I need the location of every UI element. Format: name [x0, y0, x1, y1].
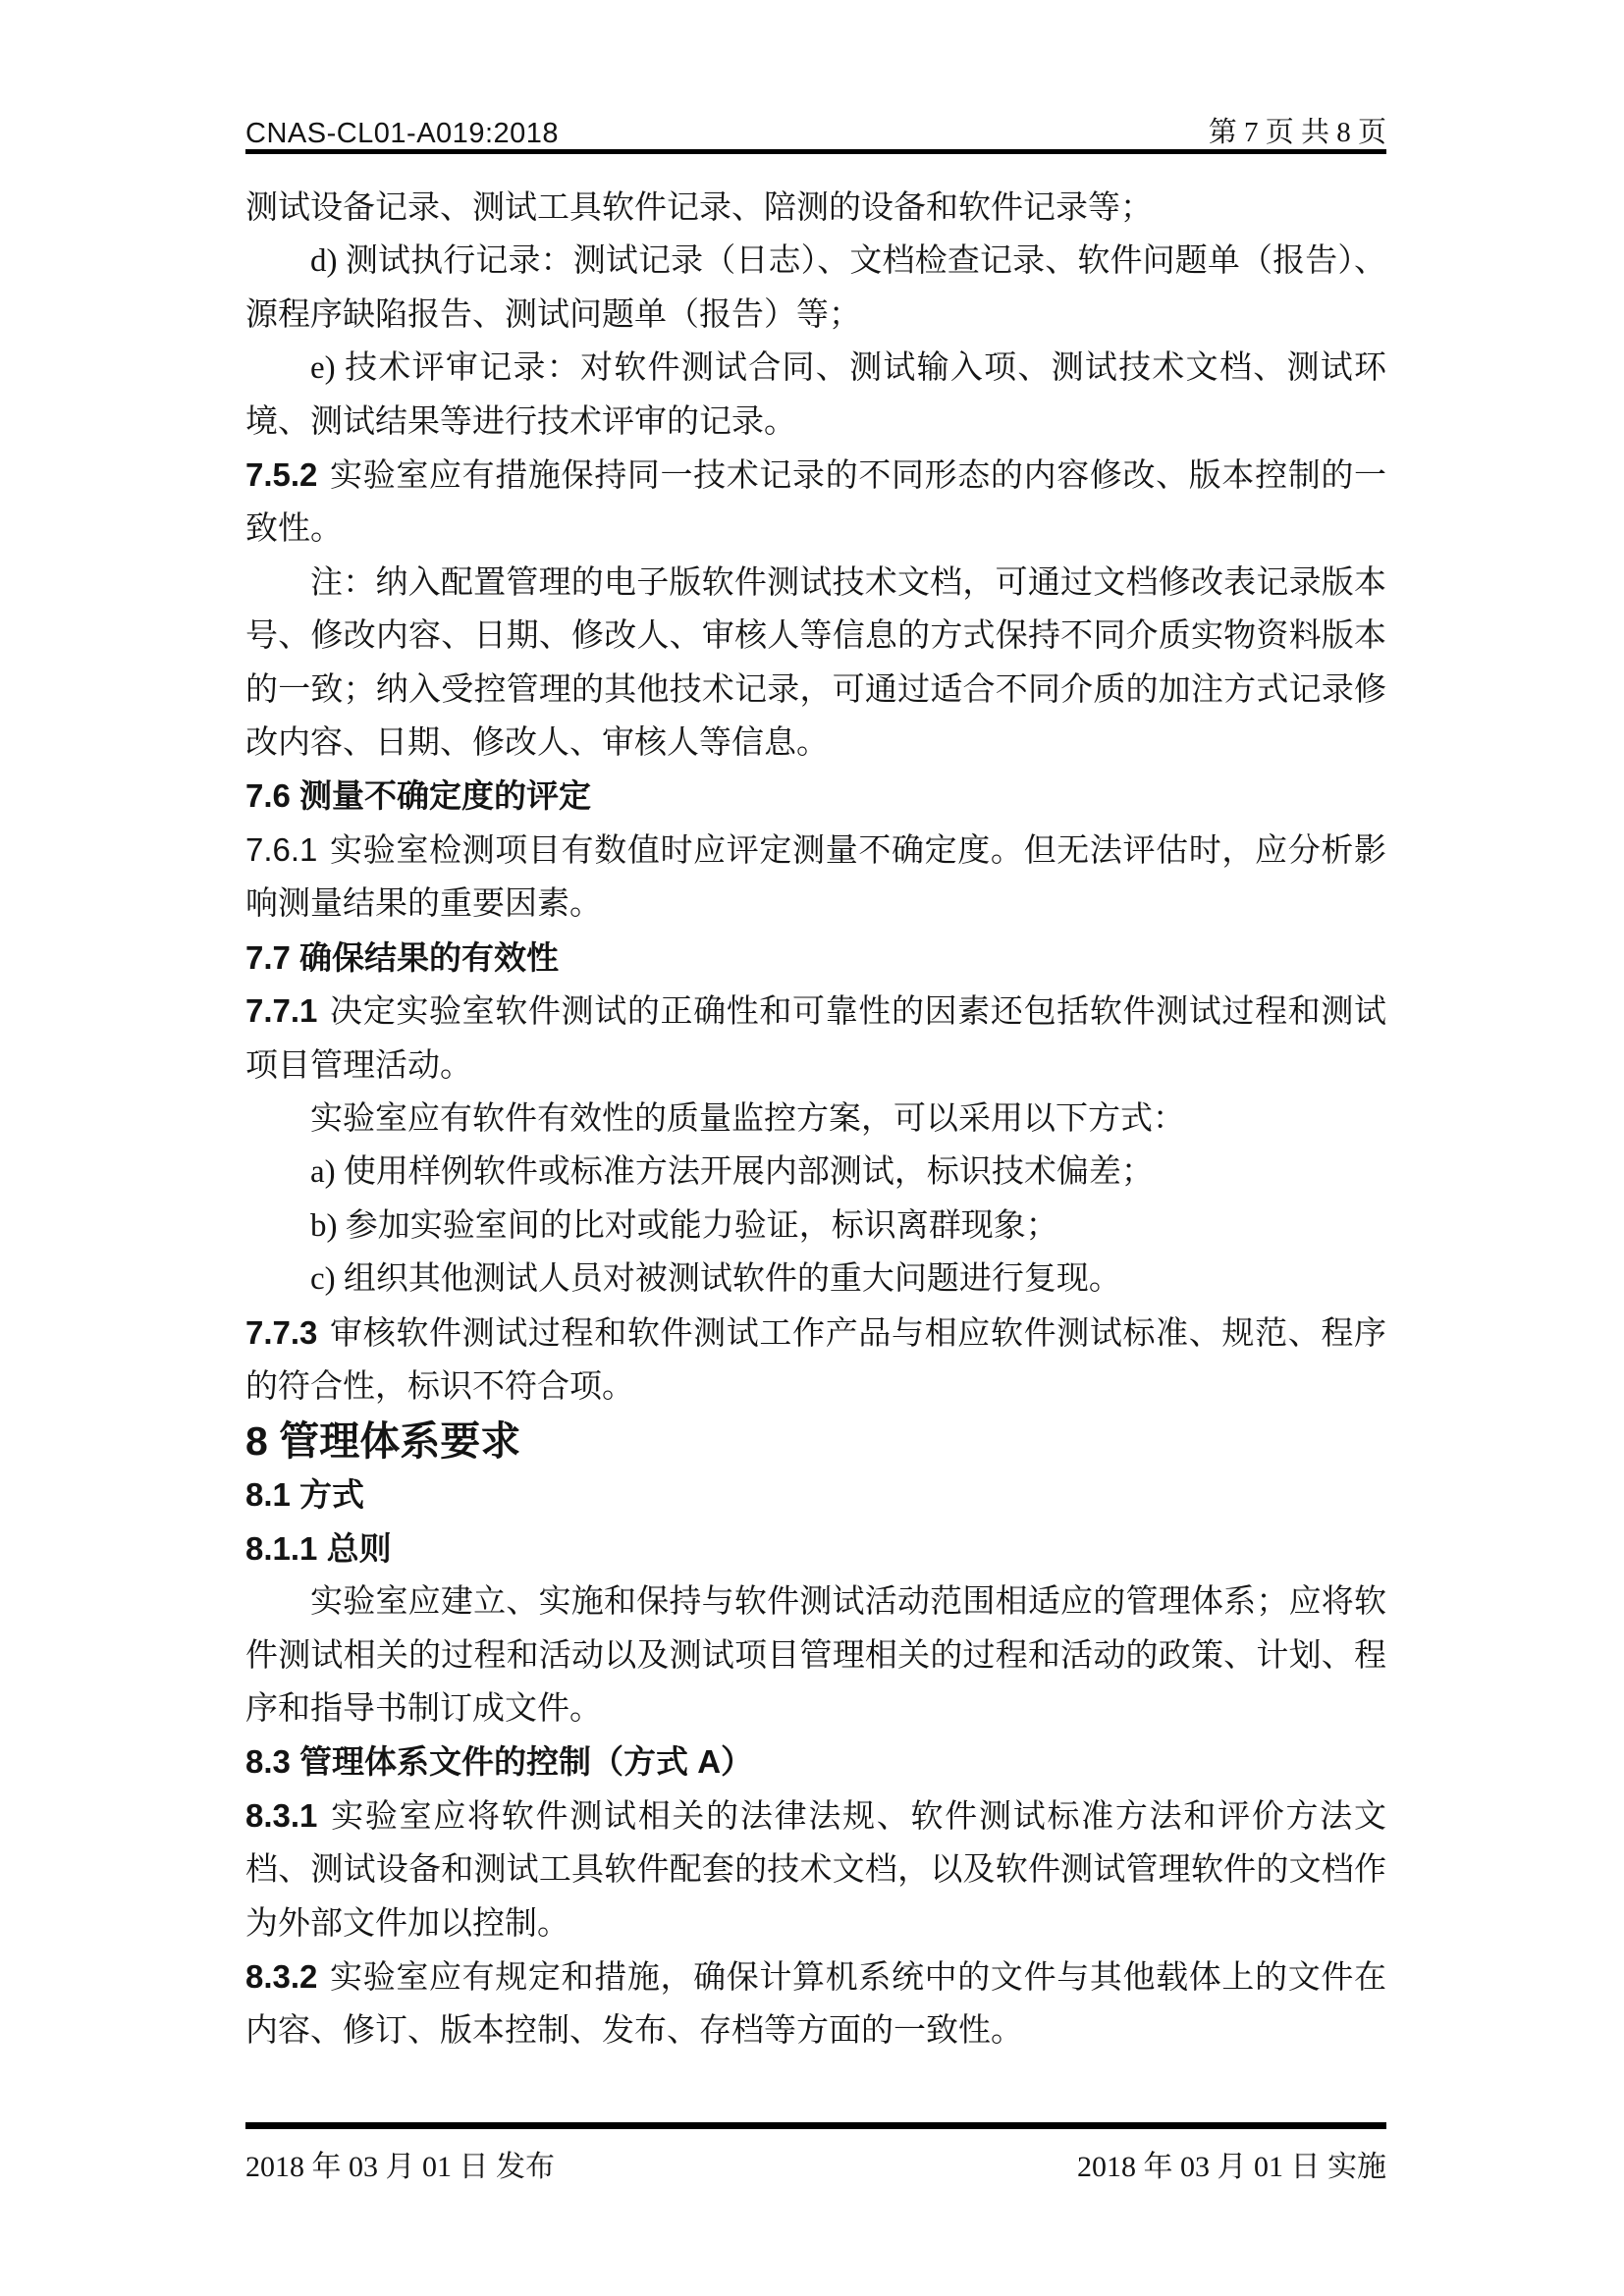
clause-7-7-1 — [245, 985, 1386, 1093]
header-rule — [245, 149, 1386, 154]
clause-8-3-2 — [245, 1950, 1386, 2058]
document-body — [245, 182, 1386, 2058]
heading-8-1-1: 8.1.1 总则 — [245, 1529, 392, 1567]
document-number: CNAS-CL01-A019:2018 — [245, 118, 560, 149]
paragraph-management-system: 实验室应建立、实施和保持与软件测试活动范围相适应的管理体系；应将软件测试相关的过程和活动以及测试项目管理相关的过程和活动的政策、计划、程序和指导书制订成文件。 — [245, 1584, 1386, 1727]
clause-number: 7.7.3 — [245, 1313, 318, 1351]
clause-text: 实验室应有规定和措施，确保计算机系统中的文件与其他载体上的文件在内容、修订、版本控制、发布、存档等方面的一致性。 — [245, 1960, 1386, 2050]
clause-7-5-2 — [245, 449, 1386, 557]
release-date: 2018 年 03 月 01 日 发布 — [245, 2151, 555, 2183]
clause-number: 7.7.1 — [245, 992, 318, 1030]
clause-text: 决定实验室软件测试的正确性和可靠性的因素还包括软件测试过程和测试项目管理活动。 — [245, 994, 1386, 1084]
clause-number: 8.3.2 — [245, 1958, 318, 1995]
footer-rule — [245, 2122, 1386, 2129]
clause-8-3-1 — [245, 1789, 1386, 1950]
clause-7-7-3 — [245, 1307, 1386, 1415]
clause-number: 7.5.2 — [245, 456, 318, 494]
implementation-date: 2018 年 03 月 01 日 实施 — [1077, 2151, 1386, 2183]
clause-text: 实验室应将软件测试相关的法律法规、软件测试标准方法和评价方法文档、测试设备和测试工具软件配套的技术文档，以及软件测试管理软件的文档作为外部文件加以控制。 — [245, 1798, 1386, 1942]
heading-8: 8 管理体系要求 — [245, 1418, 521, 1465]
clause-text: 审核软件测试过程和软件测试工作产品与相应软件测试标准、规范、程序的符合性，标识不符合项。 — [245, 1315, 1386, 1405]
clause-number: 8.3.1 — [245, 1796, 318, 1834]
heading-7-7: 7.7 确保结果的有效性 — [245, 938, 560, 976]
clause-number: 7.6.1 — [245, 830, 318, 868]
heading-7-6: 7.6 测量不确定度的评定 — [245, 777, 592, 815]
clause-text: 实验室检测项目有数值时应评定测量不确定度。但无法评估时，应分析影响测量结果的重要因素。 — [245, 832, 1386, 923]
page-footer — [245, 2142, 1386, 2185]
page-indicator: 第 7 页 共 8 页 — [1208, 117, 1386, 148]
list-item-a: a) 使用样例软件或标准方法开展内部测试，标识技术偏差； — [310, 1154, 1154, 1191]
clause-7-6-1 — [245, 824, 1386, 932]
paragraph-continuation: 测试设备记录、测试工具软件记录、陪测的设备和软件记录等； — [245, 190, 1153, 226]
clause-text: 实验室应有措施保持同一技术记录的不同形态的内容修改、版本控制的一致性。 — [245, 458, 1386, 548]
list-item-b: b) 参加实验室间的比对或能力验证，标识离群现象； — [310, 1207, 1058, 1244]
list-item-c: c) 组织其他测试人员对被测试软件的重大问题进行复现。 — [310, 1261, 1121, 1298]
paragraph-quality-monitoring: 实验室应有软件有效性的质量监控方案，可以采用以下方式： — [310, 1100, 1185, 1137]
heading-8-3: 8.3 管理体系文件的控制（方式 A） — [245, 1743, 754, 1781]
page-header — [245, 110, 1386, 150]
heading-8-1: 8.1 方式 — [245, 1476, 365, 1514]
list-item-e: e) 技术评审记录：对软件测试合同、测试输入项、测试技术文档、测试环境、测试结果等进行技术评审的记录。 — [245, 350, 1386, 440]
list-item-d: d) 测试执行记录：测试记录（日志）、文档检查记录、软件问题单（报告）、源程序缺陷报告、测试问题单（报告）等； — [245, 243, 1386, 333]
note-paragraph: 注：纳入配置管理的电子版软件测试技术文档，可通过文档修改表记录版本号、修改内容、日期、修改人、审核人等信息的方式保持不同介质实物资料版本的一致；纳入受控管理的其他技术记录，可通过适合不同介质的加注方式记录修改内容、日期、修改人、审核人等信息。 — [245, 564, 1386, 762]
